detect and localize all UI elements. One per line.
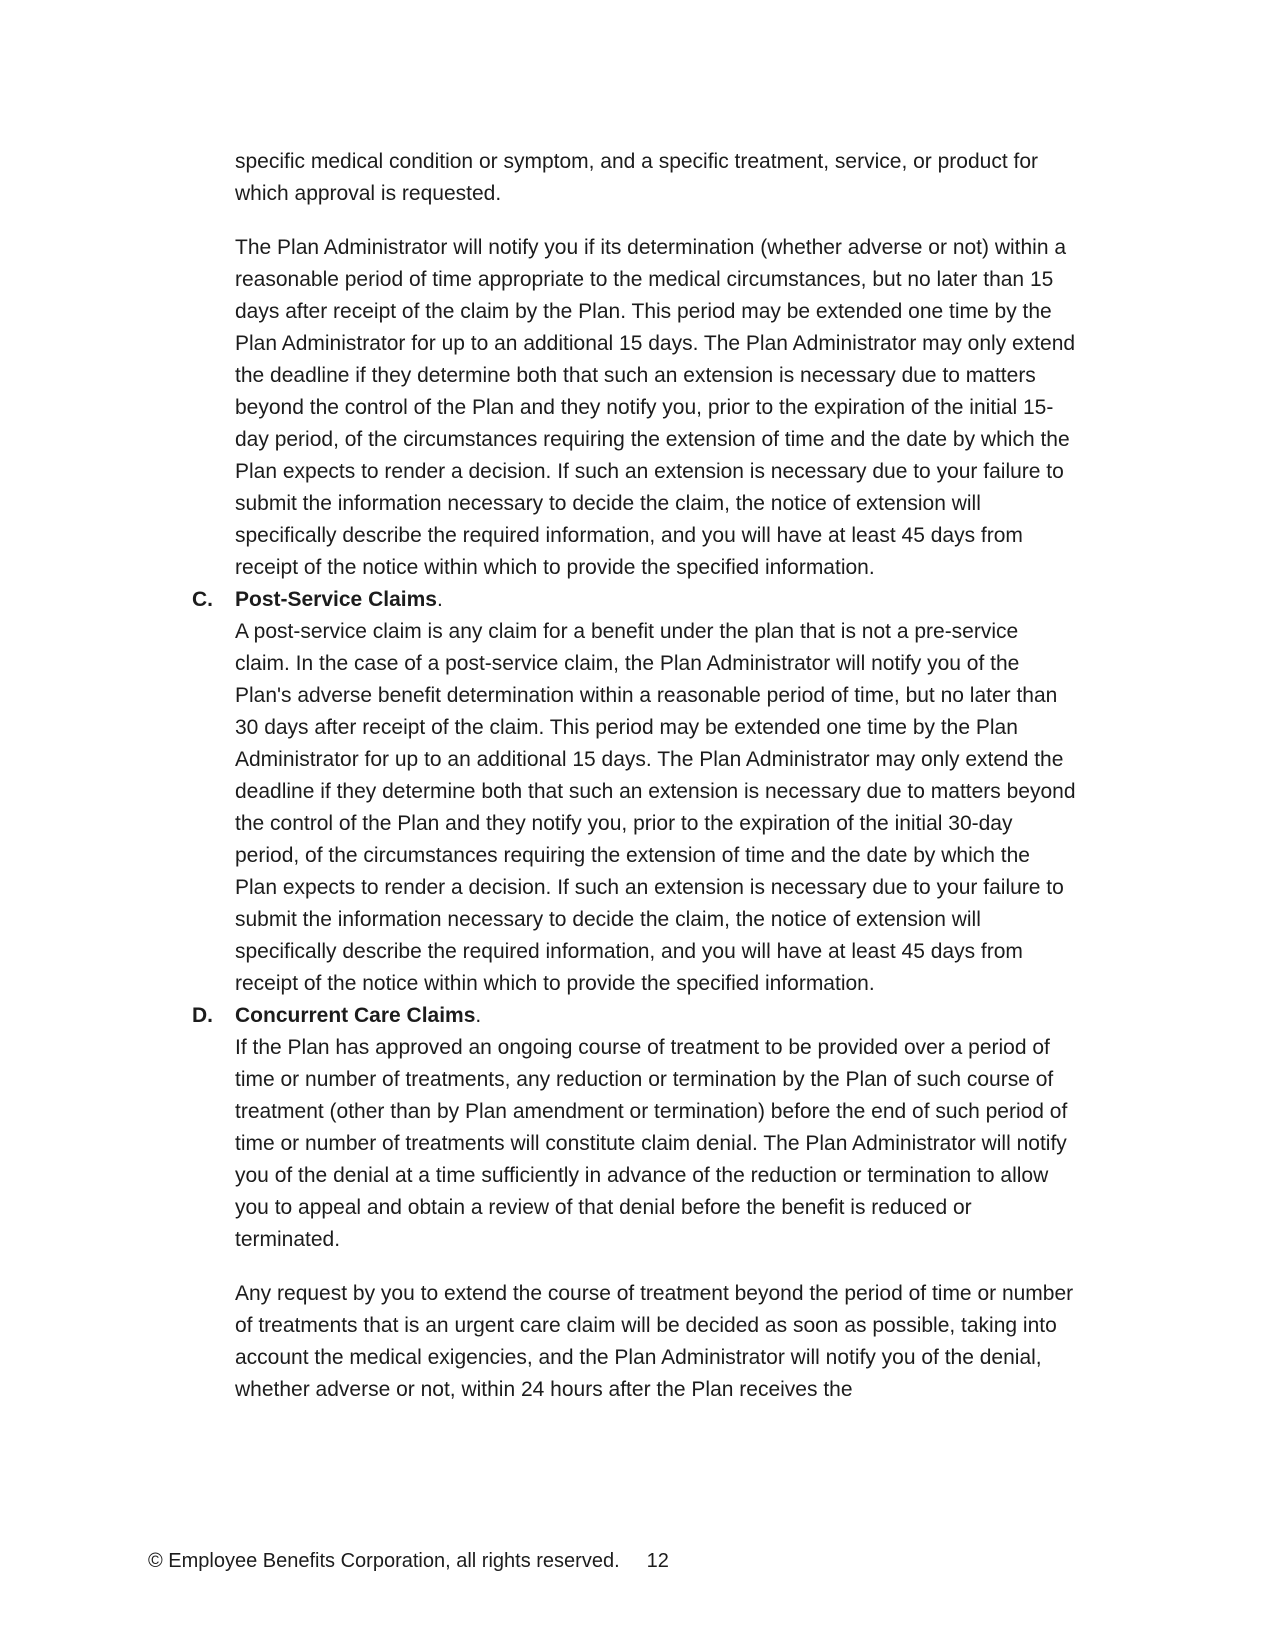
section-title-period: . [475, 1004, 482, 1027]
continuation-paragraph: specific medical condition or symptom, and a specific treatment, service, or product for which approval is requested. [235, 150, 1039, 205]
section-title: Concurrent Care Claims [235, 1004, 476, 1027]
section-paragraph: Any request by you to extend the course of treatment beyond the period of time or number of treatments that is an urgent care claim will be decided as soon as possible, taking into account the medical exigencies, and the Plan Administrator will notify you of the denial, whether adverse or not, within 24 hours after the Plan receives the [235, 1282, 1074, 1401]
page-number: 12 [646, 1550, 669, 1572]
pre-service-notification-paragraph: The Plan Administrator will notify you if its determination (whether adverse or not) within a reasonable period of time appropriate to the medical circumstances, but no later than 15 days after receipt of the claim by the Plan. This period may be extended one time by the Plan Administrator for up to an additional 15 days. The Plan Administrator may only extend the deadline if they determine both that such an extension is necessary due to matters beyond the control of the Plan and they notify you, prior to the expiration of the initial 15-day period, of the circumstances requiring the extension of time and the date by which the Plan expects to render a decision. If such an extension is necessary due to your failure to submit the information necessary to decide the claim, the notice of extension will specifically describe the required information, and you will have at least 45 days from receipt of the notice within which to provide the specified information. [235, 236, 1076, 579]
section-title-period: . [436, 588, 443, 611]
section-letter: D. [192, 1004, 213, 1027]
section-post-service-claims [192, 584, 1076, 1000]
section-concurrent-care-claims [192, 1000, 1076, 1406]
section-heading [192, 584, 1076, 616]
section-title: Post-Service Claims [235, 588, 437, 611]
section-paragraph: If the Plan has approved an ongoing course of treatment to be provided over a period of time or number of treatments, any reduction or termination by the Plan of such course of treatment (other than by Plan amendment or termination) before the end of such period of time or number of treatments will constitute claim denial. The Plan Administrator will notify you of the denial at a time sufficiently in advance of the reduction or termination to allow you to appeal and obtain a review of that denial before the benefit is reduced or terminated. [235, 1036, 1068, 1251]
page-footer [148, 1548, 669, 1574]
section-heading [192, 1000, 1076, 1032]
section-title-wrap [235, 1000, 1076, 1032]
document-body [192, 146, 1076, 1406]
section-title-wrap [235, 584, 1076, 616]
section-letter: C. [192, 588, 213, 611]
section-paragraph: A post-service claim is any claim for a benefit under the plan that is not a pre-service claim. In the case of a post-service claim, the Plan Administrator will notify you of the Plan's adverse benefit determination within a reasonable period of time, but no later than 30 days after receipt of the claim. This period may be extended one time by the Plan Administrator for up to an additional 15 days. The Plan Administrator may only extend the deadline if they determine both that such an extension is necessary due to matters beyond the control of the Plan and they notify you, prior to the expiration of the initial 30-day period, of the circumstances requiring the extension of time and the date by which the Plan expects to render a decision. If such an extension is necessary due to your failure to submit the information necessary to decide the claim, the notice of extension will specifically describe the required information, and you will have at least 45 days from receipt of the notice within which to provide the specified information. [235, 620, 1076, 995]
copyright-text: © Employee Benefits Corporation, all rights reserved. [148, 1550, 620, 1572]
